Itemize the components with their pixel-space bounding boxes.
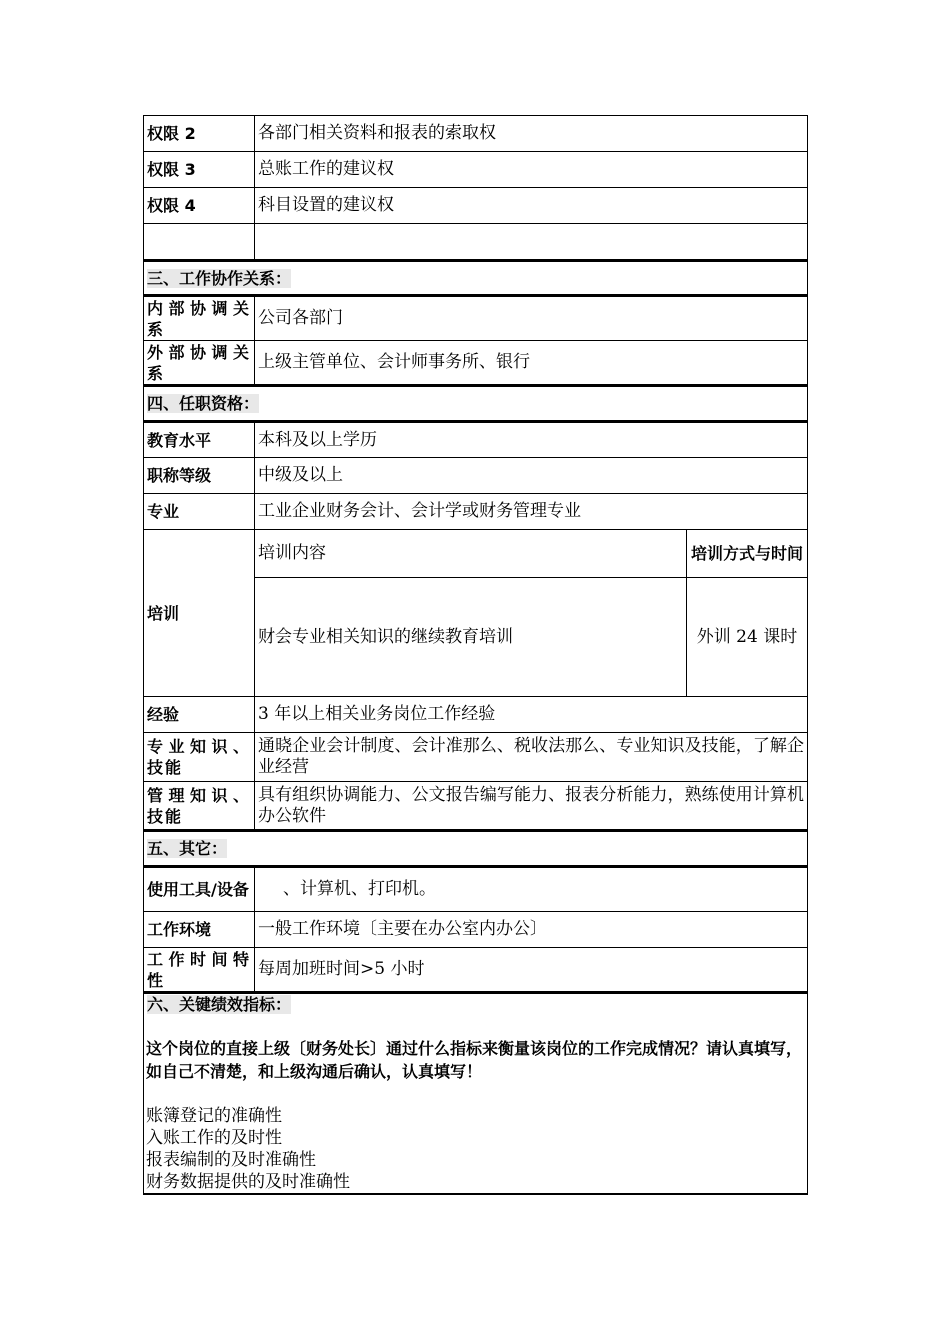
- list-item: 报表编制的及时准确性: [146, 1149, 316, 1170]
- external-coordination-value: 上级主管单位、会计师事务所、银行: [255, 341, 808, 386]
- title-level-value: 中级及以上: [255, 458, 808, 494]
- internal-coordination-label: 内部协调关系: [144, 296, 255, 341]
- management-row: [144, 782, 808, 831]
- management-label: 管理知识、技能: [144, 782, 255, 831]
- education-value: 本科及以上学历: [255, 422, 808, 458]
- authority-row: [144, 152, 808, 188]
- work-time-label: 工作时间特性: [144, 948, 255, 993]
- work-time-row: [144, 948, 808, 993]
- section-5-header: [144, 831, 808, 867]
- authority-row: [144, 188, 808, 224]
- empty-cell: [144, 224, 255, 261]
- empty-cell: [255, 224, 808, 261]
- authority-label: 权限 2: [144, 116, 255, 152]
- internal-coordination-row: [144, 296, 808, 341]
- external-coordination-row: [144, 341, 808, 386]
- list-item: 入账工作的及时性: [146, 1127, 282, 1148]
- section-title: 三、工作协作关系：: [147, 268, 292, 288]
- major-label: 专业: [144, 494, 255, 530]
- authority-label: 权限 4: [144, 188, 255, 224]
- title-level-row: [144, 458, 808, 494]
- section-4-header: [144, 386, 808, 422]
- authority-value: 科目设置的建议权: [255, 188, 808, 224]
- education-label: 教育水平: [144, 422, 255, 458]
- experience-label: 经验: [144, 697, 255, 733]
- kpi-question: 这个岗位的直接上级〔财务处长〕通过什么指标来衡量该岗位的工作完成情况？请认真填写，如自己不清楚，和上级沟通后确认，认真填写！: [146, 1038, 803, 1081]
- section-3-header: [144, 261, 808, 296]
- kpi-list: [146, 1105, 805, 1193]
- section-6-header: [144, 993, 808, 1021]
- authority-row: [144, 116, 808, 152]
- knowledge-row: [144, 733, 808, 782]
- training-content: 财会专业相关知识的继续教育培训: [255, 578, 687, 697]
- section-title: 五、其它：: [147, 839, 228, 858]
- experience-row: [144, 697, 808, 733]
- major-value: 工业企业财务会计、会计学或财务管理专业: [255, 494, 808, 530]
- tools-value: 、计算机、打印机。: [255, 867, 808, 912]
- training-method-header: 培训方式与时间: [687, 530, 808, 578]
- internal-coordination-value: 公司各部门: [255, 296, 808, 341]
- title-level-label: 职称等级: [144, 458, 255, 494]
- environment-row: [144, 912, 808, 948]
- job-description-sheet: [143, 115, 807, 1195]
- authority-value: 总账工作的建议权: [255, 152, 808, 188]
- job-description-table: [143, 115, 808, 1195]
- training-method: 外训 24 课时: [687, 578, 808, 697]
- environment-label: 工作环境: [144, 912, 255, 948]
- environment-value: 一般工作环境〔主要在办公室内办公〕: [255, 912, 808, 948]
- major-row: [144, 494, 808, 530]
- external-coordination-label: 外部协调关系: [144, 341, 255, 386]
- section-title: 四、任职资格：: [147, 394, 260, 413]
- work-time-value: 每周加班时间>5 小时: [255, 948, 808, 993]
- authority-label: 权限 3: [144, 152, 255, 188]
- tools-row: [144, 867, 808, 912]
- section-title: 六、关键绩效指标：: [147, 995, 292, 1014]
- list-item: 财务数据提供的及时准确性: [146, 1171, 350, 1192]
- list-item: 账簿登记的准确性: [146, 1105, 282, 1126]
- authority-value: 各部门相关资料和报表的索取权: [255, 116, 808, 152]
- knowledge-value: 通晓企业会计制度、会计准那么、税收法那么、专业知识及技能，了解企业经营: [255, 733, 808, 782]
- training-header-row: [144, 530, 808, 578]
- experience-value: 3 年以上相关业务岗位工作经验: [255, 697, 808, 733]
- management-value: 具有组织协调能力、公文报告编写能力、报表分析能力，熟练使用计算机办公软件: [255, 782, 808, 831]
- education-row: [144, 422, 808, 458]
- empty-row: [144, 224, 808, 261]
- training-label: 培训: [144, 530, 255, 697]
- kpi-row: [144, 1021, 808, 1194]
- knowledge-label: 专业知识、技能: [144, 733, 255, 782]
- training-content-header: 培训内容: [255, 530, 687, 578]
- tools-label: 使用工具/设备: [144, 867, 255, 912]
